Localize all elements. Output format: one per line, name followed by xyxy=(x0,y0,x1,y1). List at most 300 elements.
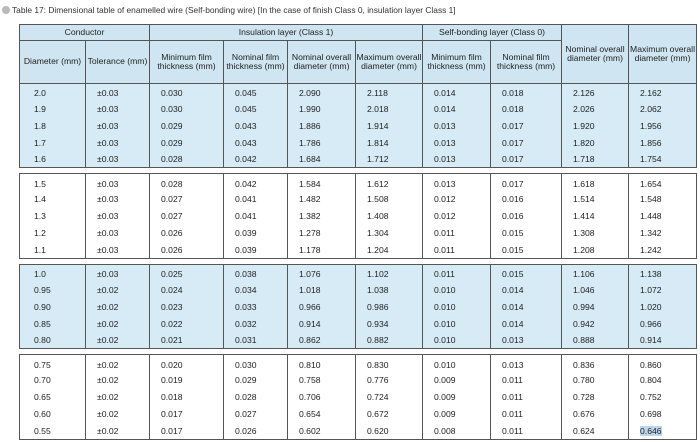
cell-value: 1.382 xyxy=(299,211,321,222)
cell-value: 0.776 xyxy=(367,375,389,386)
cell-ins-nom-film xyxy=(224,389,288,406)
cell-value: 1.072 xyxy=(640,284,662,295)
cell-ins-max-overall xyxy=(356,174,423,191)
cell-nominal-overall xyxy=(562,422,629,439)
cell-maximum-overall xyxy=(629,406,697,423)
cell-value: 1.914 xyxy=(367,120,389,131)
cell-value: 0.009 xyxy=(434,392,456,403)
cell-value: 0.028 xyxy=(161,154,183,165)
cell-nominal-overall xyxy=(562,281,629,298)
cell-value: ±0.02 xyxy=(97,359,119,370)
cell-ins-max-overall xyxy=(356,264,423,281)
cell-value: 0.012 xyxy=(434,211,456,222)
cell-value: 0.027 xyxy=(161,211,183,222)
cell-value: 0.836 xyxy=(573,359,595,370)
cell-value: ±0.02 xyxy=(97,392,119,403)
cell-ins-max-overall xyxy=(356,84,423,101)
table-row xyxy=(20,134,697,151)
table-row xyxy=(20,422,697,439)
table-row xyxy=(20,298,697,315)
cell-value: 0.009 xyxy=(434,408,456,419)
cell-sb-nom-film xyxy=(491,372,562,389)
cell-sb-nom-film xyxy=(491,298,562,315)
table-header xyxy=(20,25,697,84)
cell-sb-nom-film xyxy=(491,100,562,117)
cell-ins-nom-film xyxy=(224,281,288,298)
cell-value: 0.624 xyxy=(573,425,595,436)
cell-nominal-overall xyxy=(562,242,629,259)
cell-value: ±0.03 xyxy=(97,228,119,239)
cell-value: 0.860 xyxy=(640,359,662,370)
cell-tolerance xyxy=(86,315,150,332)
cell-sb-nom-film xyxy=(491,281,562,298)
cell-value: 0.011 xyxy=(502,408,523,419)
cell-diameter xyxy=(20,355,86,372)
cell-sb-min-film xyxy=(423,100,491,117)
cell-value: 0.010 xyxy=(434,301,456,312)
cell-ins-min-film xyxy=(150,117,224,134)
cell-value: 1.1 xyxy=(34,244,46,255)
cell-ins-nom-film xyxy=(224,332,288,349)
table-row xyxy=(20,174,697,191)
cell-value: 0.752 xyxy=(640,392,662,403)
table-row xyxy=(20,389,697,406)
cell-ins-nom-overall xyxy=(288,100,356,117)
cell-value: 0.017 xyxy=(161,425,183,436)
group-header-insulation: Insulation layer (Class 1) xyxy=(150,25,423,41)
cell-sb-nom-film xyxy=(491,242,562,259)
cell-value: 0.882 xyxy=(367,335,389,346)
cell-ins-max-overall xyxy=(356,151,423,168)
group-header-conductor: Conductor xyxy=(20,25,150,41)
cell-nominal-overall xyxy=(562,315,629,332)
cell-value: 0.75 xyxy=(34,359,51,370)
cell-maximum-overall xyxy=(629,281,697,298)
cell-value: 0.034 xyxy=(235,284,257,295)
cell-value: 1.0 xyxy=(34,269,46,280)
cell-ins-nom-film xyxy=(224,151,288,168)
cell-value: 0.013 xyxy=(434,154,456,165)
cell-ins-nom-overall xyxy=(288,332,356,349)
cell-value: 1.618 xyxy=(573,178,595,189)
cell-value: 1.204 xyxy=(367,244,389,255)
cell-value: 0.011 xyxy=(502,392,523,403)
cell-value: 0.017 xyxy=(502,120,524,131)
cell-ins-min-film xyxy=(150,281,224,298)
cell-value: 0.028 xyxy=(161,178,183,189)
cell-value: 0.830 xyxy=(367,359,389,370)
cell-value: 0.026 xyxy=(235,425,257,436)
cell-tolerance xyxy=(86,406,150,423)
cell-value: ±0.02 xyxy=(97,284,119,295)
cell-value: 0.758 xyxy=(299,375,321,386)
cell-sb-min-film xyxy=(423,422,491,439)
cell-value: 0.013 xyxy=(434,137,456,148)
cell-value: 0.914 xyxy=(640,335,662,346)
cell-value: 1.514 xyxy=(573,194,595,205)
cell-value: 0.994 xyxy=(573,301,595,312)
header-self-bonding-nominal-film: Nominal film thickness (mm) xyxy=(491,41,562,84)
cell-sb-min-film xyxy=(423,389,491,406)
cell-ins-nom-film xyxy=(224,100,288,117)
table-row xyxy=(20,225,697,242)
bullet-icon xyxy=(2,6,10,14)
cell-ins-nom-film xyxy=(224,134,288,151)
caption-text: Table 17: Dimensional table of enamelled wire (Self-bonding wire) [In the case of finish Class 0, insulation layer Class 1] xyxy=(12,5,456,15)
cell-diameter xyxy=(20,422,86,439)
cell-ins-nom-film xyxy=(224,242,288,259)
cell-ins-nom-overall xyxy=(288,242,356,259)
cell-ins-max-overall xyxy=(356,422,423,439)
cell-ins-max-overall xyxy=(356,332,423,349)
cell-value: 0.029 xyxy=(161,120,183,131)
cell-ins-nom-film xyxy=(224,372,288,389)
cell-value: 0.039 xyxy=(235,228,257,239)
cell-sb-nom-film xyxy=(491,191,562,208)
cell-value: ±0.03 xyxy=(97,178,119,189)
cell-sb-min-film xyxy=(423,242,491,259)
cell-value: 1.718 xyxy=(573,154,595,165)
cell-sb-nom-film xyxy=(491,355,562,372)
table-row xyxy=(20,151,697,168)
cell-tolerance xyxy=(86,134,150,151)
cell-value: 0.015 xyxy=(502,228,524,239)
cell-ins-max-overall xyxy=(356,355,423,372)
cell-value: 0.013 xyxy=(502,359,524,370)
table-row xyxy=(20,84,697,101)
cell-tolerance xyxy=(86,117,150,134)
cell-value: 2.062 xyxy=(640,103,662,114)
cell-diameter xyxy=(20,208,86,225)
cell-value: 1.018 xyxy=(299,284,321,295)
cell-value: 0.014 xyxy=(502,318,524,329)
cell-value: 0.011 xyxy=(502,375,523,386)
cell-ins-nom-film xyxy=(224,298,288,315)
cell-tolerance xyxy=(86,264,150,281)
cell-value: 1.712 xyxy=(367,154,389,165)
cell-nominal-overall xyxy=(562,134,629,151)
cell-value: 1.106 xyxy=(573,269,595,280)
cell-value: 1.612 xyxy=(367,178,389,189)
cell-maximum-overall xyxy=(629,174,697,191)
cell-ins-max-overall xyxy=(356,117,423,134)
cell-value: 0.013 xyxy=(502,335,524,346)
cell-value: 1.990 xyxy=(299,103,321,114)
cell-ins-min-film xyxy=(150,389,224,406)
cell-tolerance xyxy=(86,100,150,117)
cell-value: ±0.02 xyxy=(97,408,119,419)
cell-value: 0.011 xyxy=(434,228,455,239)
cell-diameter xyxy=(20,332,86,349)
cell-value: 0.014 xyxy=(434,88,456,99)
cell-ins-min-film xyxy=(150,422,224,439)
cell-diameter xyxy=(20,84,86,101)
cell-ins-nom-overall xyxy=(288,406,356,423)
cell-value: 0.010 xyxy=(434,284,456,295)
cell-value: 1.102 xyxy=(367,269,389,280)
row-group xyxy=(20,174,697,258)
cell-value: 0.780 xyxy=(573,375,595,386)
table-row xyxy=(20,264,697,281)
cell-sb-min-film xyxy=(423,315,491,332)
cell-value: 0.986 xyxy=(367,301,389,312)
cell-sb-min-film xyxy=(423,191,491,208)
cell-ins-min-film xyxy=(150,298,224,315)
cell-ins-nom-film xyxy=(224,84,288,101)
cell-tolerance xyxy=(86,298,150,315)
cell-maximum-overall xyxy=(629,332,697,349)
cell-sb-min-film xyxy=(423,298,491,315)
cell-ins-max-overall xyxy=(356,208,423,225)
cell-value: 0.804 xyxy=(640,375,662,386)
cell-value: 0.023 xyxy=(161,301,183,312)
table-row xyxy=(20,332,697,349)
cell-value: 0.033 xyxy=(235,301,257,312)
cell-maximum-overall xyxy=(629,225,697,242)
cell-value: 0.70 xyxy=(34,375,51,386)
cell-value: 1.5 xyxy=(34,178,46,189)
dimension-table xyxy=(19,24,697,440)
cell-ins-max-overall xyxy=(356,298,423,315)
cell-value: 0.017 xyxy=(161,408,183,419)
cell-ins-max-overall xyxy=(356,281,423,298)
cell-tolerance xyxy=(86,389,150,406)
cell-ins-nom-overall xyxy=(288,315,356,332)
cell-sb-nom-film xyxy=(491,134,562,151)
cell-value: 0.015 xyxy=(502,244,524,255)
header-insulation-min-film: Minimum film thickness (mm) xyxy=(150,41,224,84)
cell-value: 0.016 xyxy=(502,194,524,205)
cell-value: 1.342 xyxy=(640,228,662,239)
cell-ins-min-film xyxy=(150,315,224,332)
cell-ins-nom-overall xyxy=(288,208,356,225)
cell-diameter xyxy=(20,191,86,208)
cell-value: 0.013 xyxy=(434,178,456,189)
cell-value: 0.672 xyxy=(367,408,389,419)
cell-nominal-overall xyxy=(562,298,629,315)
cell-tolerance xyxy=(86,191,150,208)
cell-maximum-overall xyxy=(629,242,697,259)
cell-maximum-overall xyxy=(629,117,697,134)
cell-value: 1.178 xyxy=(299,244,321,255)
cell-value: 0.698 xyxy=(640,408,662,419)
cell-diameter xyxy=(20,264,86,281)
cell-ins-max-overall xyxy=(356,372,423,389)
cell-value: 1.414 xyxy=(573,211,595,222)
cell-value: 0.60 xyxy=(34,408,51,419)
cell-diameter xyxy=(20,372,86,389)
cell-value: 0.85 xyxy=(34,318,51,329)
cell-maximum-overall xyxy=(629,355,697,372)
cell-sb-nom-film xyxy=(491,174,562,191)
cell-sb-min-film xyxy=(423,355,491,372)
cell-value: 0.646 xyxy=(640,425,662,436)
cell-value: ±0.03 xyxy=(97,211,119,222)
cell-value: 1.4 xyxy=(34,194,46,205)
cell-value: 1.308 xyxy=(573,228,595,239)
cell-value: 1.208 xyxy=(573,244,595,255)
cell-value: 0.728 xyxy=(573,392,595,403)
cell-ins-min-film xyxy=(150,84,224,101)
cell-ins-min-film xyxy=(150,191,224,208)
group-header-self-bonding: Self-bonding layer (Class 0) xyxy=(423,25,562,41)
cell-value: ±0.03 xyxy=(97,154,119,165)
cell-sb-min-film xyxy=(423,372,491,389)
cell-diameter xyxy=(20,281,86,298)
cell-value: 0.706 xyxy=(299,392,321,403)
cell-value: 1.278 xyxy=(299,228,321,239)
cell-value: ±0.03 xyxy=(97,269,119,280)
cell-value: 0.042 xyxy=(235,178,257,189)
cell-diameter xyxy=(20,242,86,259)
cell-sb-nom-film xyxy=(491,315,562,332)
cell-value: 0.030 xyxy=(161,88,183,99)
table-row xyxy=(20,242,697,259)
cell-nominal-overall xyxy=(562,151,629,168)
cell-value: 0.028 xyxy=(235,392,257,403)
cell-maximum-overall xyxy=(629,298,697,315)
cell-value: ±0.02 xyxy=(97,375,119,386)
cell-value: 1.408 xyxy=(367,211,389,222)
cell-ins-min-film xyxy=(150,372,224,389)
table-row xyxy=(20,208,697,225)
cell-nominal-overall xyxy=(562,191,629,208)
cell-value: 0.934 xyxy=(367,318,389,329)
cell-value: 0.043 xyxy=(235,120,257,131)
cell-value: ±0.03 xyxy=(97,103,119,114)
cell-ins-nom-overall xyxy=(288,134,356,151)
cell-value: 0.026 xyxy=(161,228,183,239)
cell-ins-max-overall xyxy=(356,315,423,332)
cell-ins-min-film xyxy=(150,225,224,242)
cell-maximum-overall xyxy=(629,151,697,168)
cell-ins-nom-film xyxy=(224,406,288,423)
header-diameter: Diameter (mm) xyxy=(20,41,86,84)
header-insulation-max-overall: Maximum overall diameter (mm) xyxy=(356,41,423,84)
cell-value: 0.862 xyxy=(299,335,321,346)
table-caption xyxy=(2,3,456,17)
cell-ins-nom-film xyxy=(224,117,288,134)
cell-value: 1.508 xyxy=(367,194,389,205)
cell-ins-nom-overall xyxy=(288,355,356,372)
cell-value: 0.021 xyxy=(161,335,183,346)
cell-ins-max-overall xyxy=(356,406,423,423)
cell-value: ±0.02 xyxy=(97,318,119,329)
cell-value: 0.015 xyxy=(502,269,524,280)
cell-value: 0.620 xyxy=(367,425,389,436)
cell-value: 0.888 xyxy=(573,335,595,346)
cell-value: 0.014 xyxy=(434,103,456,114)
cell-value: 0.041 xyxy=(235,211,257,222)
cell-value: 1.304 xyxy=(367,228,389,239)
cell-ins-min-film xyxy=(150,332,224,349)
cell-value: 2.126 xyxy=(573,88,595,99)
cell-ins-min-film xyxy=(150,100,224,117)
cell-ins-nom-film xyxy=(224,315,288,332)
cell-ins-min-film xyxy=(150,355,224,372)
cell-ins-min-film xyxy=(150,264,224,281)
cell-value: 0.966 xyxy=(299,301,321,312)
cell-maximum-overall xyxy=(629,372,697,389)
cell-value: 1.020 xyxy=(640,301,662,312)
cell-ins-nom-film xyxy=(224,208,288,225)
header-insulation-nominal-film: Nominal film thickness (mm) xyxy=(224,41,288,84)
cell-sb-min-film xyxy=(423,151,491,168)
cell-sb-nom-film xyxy=(491,117,562,134)
table-row xyxy=(20,117,697,134)
cell-nominal-overall xyxy=(562,84,629,101)
cell-nominal-overall xyxy=(562,355,629,372)
cell-value: 1.820 xyxy=(573,137,595,148)
cell-value: 0.80 xyxy=(34,335,51,346)
cell-value: 0.010 xyxy=(434,318,456,329)
cell-tolerance xyxy=(86,84,150,101)
cell-value: 0.018 xyxy=(161,392,183,403)
cell-sb-nom-film xyxy=(491,264,562,281)
cell-sb-min-film xyxy=(423,208,491,225)
cell-value: 2.162 xyxy=(640,88,662,99)
cell-ins-nom-film xyxy=(224,355,288,372)
cell-value: 0.025 xyxy=(161,269,183,280)
cell-value: 0.042 xyxy=(235,154,257,165)
cell-value: 1.6 xyxy=(34,154,46,165)
cell-value: 1.956 xyxy=(640,120,662,131)
cell-value: 0.009 xyxy=(434,375,456,386)
cell-ins-nom-overall xyxy=(288,264,356,281)
cell-maximum-overall xyxy=(629,315,697,332)
cell-value: 0.043 xyxy=(235,137,257,148)
cell-value: 1.9 xyxy=(34,103,46,114)
cell-value: 0.031 xyxy=(235,335,257,346)
cell-diameter xyxy=(20,389,86,406)
table-row xyxy=(20,100,697,117)
cell-nominal-overall xyxy=(562,174,629,191)
cell-sb-min-film xyxy=(423,281,491,298)
cell-value: 2.090 xyxy=(299,88,321,99)
cell-ins-nom-overall xyxy=(288,281,356,298)
cell-value: 0.027 xyxy=(161,194,183,205)
cell-value: 0.026 xyxy=(161,244,183,255)
cell-sb-nom-film xyxy=(491,389,562,406)
cell-value: 0.014 xyxy=(502,301,524,312)
cell-value: 0.029 xyxy=(161,137,183,148)
cell-maximum-overall xyxy=(629,191,697,208)
cell-value: 0.017 xyxy=(502,137,524,148)
row-group xyxy=(20,264,697,348)
table-row xyxy=(20,281,697,298)
cell-value: 1.448 xyxy=(640,211,662,222)
cell-nominal-overall xyxy=(562,208,629,225)
cell-value: 0.018 xyxy=(502,88,524,99)
cell-value: 0.676 xyxy=(573,408,595,419)
cell-value: 0.010 xyxy=(434,335,456,346)
cell-value: 0.90 xyxy=(34,301,51,312)
table-row xyxy=(20,191,697,208)
cell-value: 0.018 xyxy=(502,103,524,114)
cell-value: ±0.02 xyxy=(97,425,119,436)
cell-nominal-overall xyxy=(562,372,629,389)
cell-value: ±0.03 xyxy=(97,88,119,99)
cell-maximum-overall xyxy=(629,422,697,439)
cell-value: 1.038 xyxy=(367,284,389,295)
cell-ins-nom-film xyxy=(224,174,288,191)
cell-sb-min-film xyxy=(423,174,491,191)
cell-tolerance xyxy=(86,151,150,168)
cell-value: 0.045 xyxy=(235,88,257,99)
cell-sb-nom-film xyxy=(491,406,562,423)
cell-value: 0.65 xyxy=(34,392,51,403)
cell-value: 0.008 xyxy=(434,425,456,436)
